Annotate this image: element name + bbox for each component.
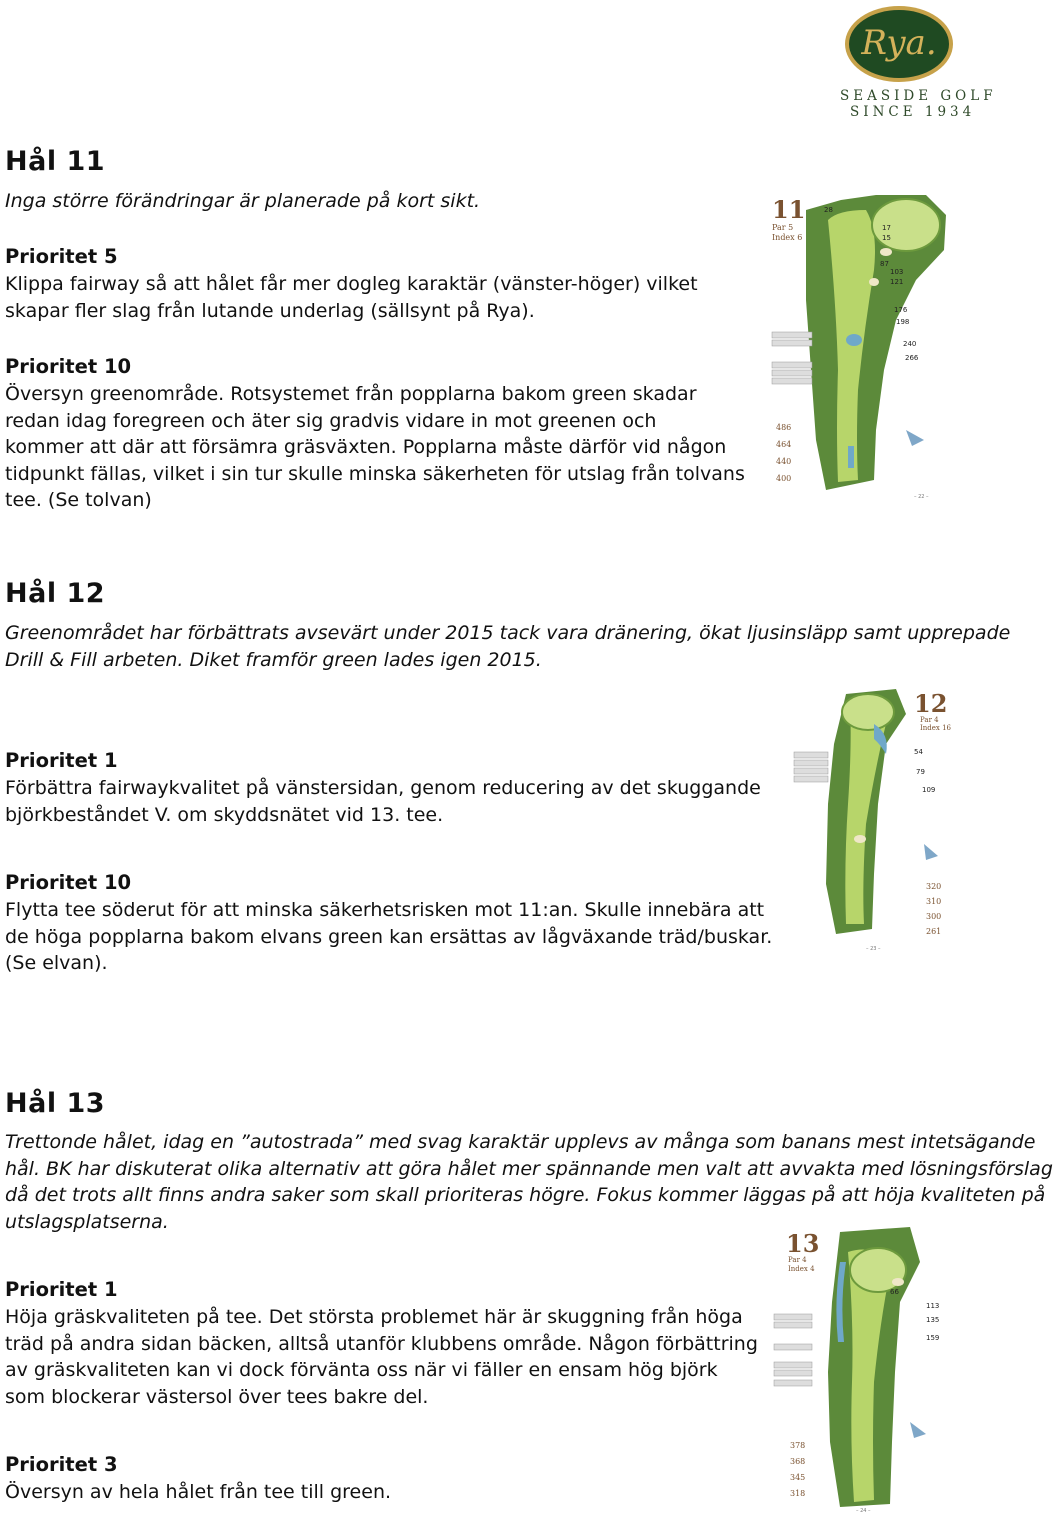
- hole-12-tee: 300: [926, 912, 942, 921]
- hole-13-tee: 368: [790, 1457, 806, 1466]
- hole-11-heading: Hål 11: [5, 146, 106, 177]
- svg-text:Rya.: Rya.: [861, 23, 937, 63]
- hole-13-tee: 345: [790, 1473, 806, 1482]
- logo-line-1: SEASIDE GOLF: [840, 88, 997, 104]
- hole-13-distance: 135: [926, 1316, 940, 1324]
- hole-12-heading: Hål 12: [5, 578, 106, 609]
- hole-12-tee: 320: [926, 882, 942, 891]
- hole-13-tee: 318: [790, 1489, 806, 1498]
- hole-13-number: 13: [786, 1229, 820, 1258]
- hole-13-distance: 66: [890, 1288, 899, 1296]
- compass-icon: [906, 430, 924, 446]
- hole-11-tee: 486: [776, 423, 792, 432]
- hole-11-priority-5-title: Prioritet 5: [5, 245, 118, 268]
- compass-icon: [910, 1422, 926, 1438]
- hole-12-index: Index 16: [920, 724, 951, 732]
- hole-13-priority-1-title: Prioritet 1: [5, 1278, 118, 1301]
- logo-line-2: SINCE 1934: [850, 104, 976, 120]
- hole-11-distance: 103: [890, 268, 904, 276]
- hole-11-distance: 17: [882, 224, 891, 232]
- hole-13-priority-1-text: Höja gräskvaliteten på tee. Det största problemet här är skuggning från höga träd på andra sidan bäcken, alltså utanför klubbens område. Någon förbättring av gräskvaliteten kan vi dock förvänta oss när vi fäller en ensam hög björk som blockerar västersol över tees bakre del.: [5, 1306, 758, 1408]
- logo-emblem: [843, 4, 955, 84]
- hole-11-distance: 266: [905, 354, 919, 362]
- hole-13-heading: Hål 13: [5, 1088, 106, 1119]
- hole-11-distance: 28: [824, 206, 833, 214]
- hole-11-map: [766, 190, 954, 502]
- hole-11-par: Par 5: [772, 223, 794, 232]
- hole-13-index: Index 4: [788, 1265, 815, 1273]
- compass-icon: [924, 844, 938, 860]
- hole-13-intro: Trettonde hålet, idag en ”autostrada” med svag karaktär upplevs av många som banans mest intetsägande hål. BK har diskuterat olika alternativ att göra hålet mer spännande men valt att avvakta med lösningsförslag då det trots allt finns andra saker som skall prioriteras högre. Fokus kommer läggas på att höja kvaliteten på utslagsplatserna.: [5, 1131, 1053, 1233]
- hole-11-distance: 198: [896, 318, 910, 326]
- hole-12-priority-1-title: Prioritet 1: [5, 749, 118, 772]
- hole-12-distance: 54: [914, 748, 923, 756]
- hole-12-number: 12: [914, 689, 948, 718]
- hole-12-tee: 261: [926, 927, 942, 936]
- hole-12-distance: 79: [916, 768, 925, 776]
- hole-11-priority-10-text: Översyn greenområde. Rotsystemet från popplarna bakom green skadar redan idag foregreen och äter sig gradvis vidare in mot greenen och kommer att där att försämra gräsväxten. Popplarna måste därför vid någon tidpunkt fällas, vilket i sin tur skulle minska säkerheten för utslag från tolvans tee. (Se tolvan): [5, 383, 745, 511]
- hole-13-priority-3-title: Prioritet 3: [5, 1453, 118, 1476]
- hole-13-par: Par 4: [788, 1256, 807, 1264]
- hole-13-priority-3-text: Översyn av hela hålet från tee till green.: [5, 1481, 392, 1503]
- hole-12-par: Par 4: [920, 716, 939, 724]
- hole-11-distance: 121: [890, 278, 904, 286]
- hole-12-distance: 109: [922, 786, 936, 794]
- hole-11-distance: 87: [880, 260, 889, 268]
- hole-13-map: [770, 1222, 954, 1514]
- hole-12-priority-10-title: Prioritet 10: [5, 871, 132, 894]
- hole-11-priority-5-text: Klippa fairway så att hålet får mer dogleg karaktär (vänster-höger) vilket skapar fler slag från lutande underlag (sällsynt på Rya).: [5, 273, 698, 322]
- hole-12-priority-10-text: Flytta tee söderut för att minska säkerhetsrisken mot 11:an. Skulle innebära att de höga popplarna bakom elvans green kan ersättas av lågväxande träd/buskar. (Se elvan).: [5, 899, 773, 974]
- hole-12-priority-1-text: Förbättra fairwaykvalitet på vänstersidan, genom reducering av det skuggande björkbeståndet V. om skyddsnätet vid 13. tee.: [5, 777, 761, 826]
- hole-11-index: Index 6: [772, 233, 803, 242]
- hole-11-page: – 22 –: [914, 494, 929, 500]
- hole-11-tee: 440: [776, 457, 792, 466]
- hole-11-distance: 176: [894, 306, 908, 314]
- hole-13-distance: 159: [926, 1334, 940, 1342]
- hole-11-tee: 464: [776, 440, 792, 449]
- hole-11-distance: 15: [882, 234, 891, 242]
- hole-11-intro: Inga större förändringar är planerade på kort sikt.: [5, 190, 481, 212]
- hole-12-page: – 23 –: [866, 946, 881, 952]
- hole-12-intro: Greenområdet har förbättrats avsevärt under 2015 tack vara dränering, ökat ljusinsläpp samt upprepade Drill & Fill arbeten. Diket framför green lades igen 2015.: [5, 622, 1011, 671]
- hole-12-tee: 310: [926, 897, 942, 906]
- hole-11-tee: 400: [776, 474, 792, 483]
- hole-13-distance: 113: [926, 1302, 940, 1310]
- hole-12-map: [786, 684, 954, 954]
- hole-11-priority-10-title: Prioritet 10: [5, 355, 132, 378]
- hole-11-number: 11: [772, 195, 806, 224]
- hole-11-distance: 240: [903, 340, 917, 348]
- hole-13-page: – 24 –: [856, 1508, 871, 1514]
- hole-13-tee: 378: [790, 1441, 806, 1450]
